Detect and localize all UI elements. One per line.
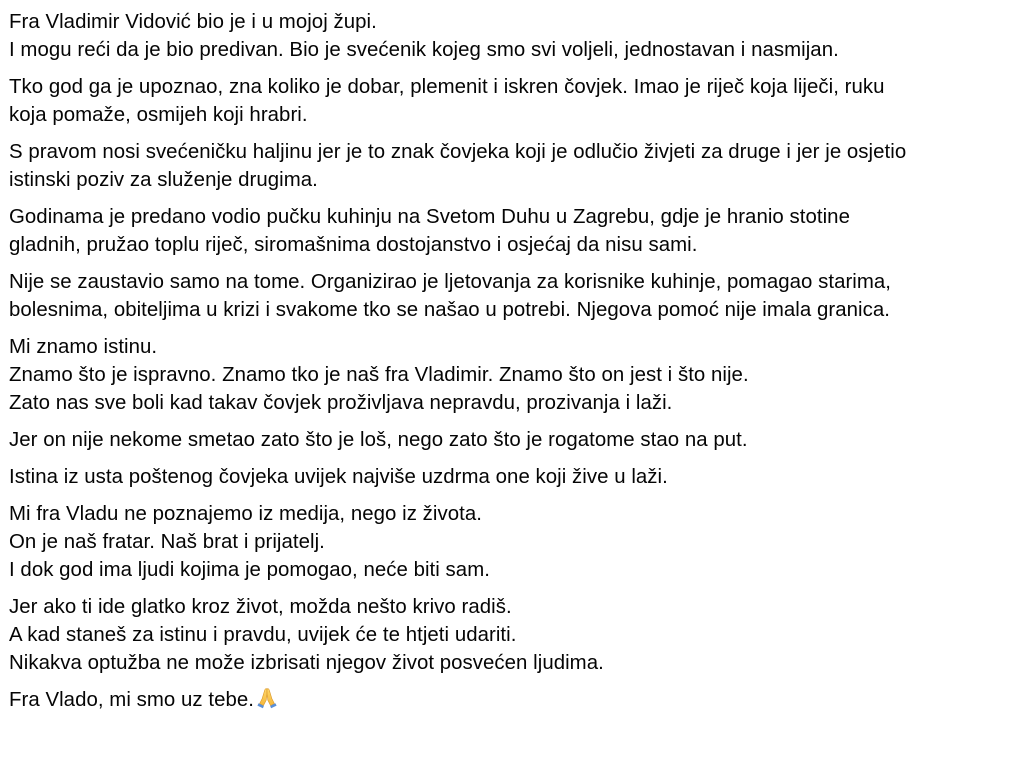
- text-line: Nije se zaustavio samo na tome. Organizirao je ljetovanja za korisnike kuhinje, pomagao starima,: [9, 271, 892, 293]
- text-line: Znamo što je ispravno. Znamo tko je naš fra Vladimir. Znamo što on jest i što nije.: [9, 364, 749, 386]
- paragraph: [9, 686, 1014, 714]
- text-line: Fra Vladimir Vidović bio je i u mojoj župi.: [9, 11, 377, 33]
- paragraph: [9, 203, 1014, 259]
- text-line: bolesnima, obiteljima u krizi i svakome tko se našao u potrebi. Njegova pomoć nije imala granica.: [9, 299, 890, 321]
- paragraph: [9, 333, 1014, 417]
- paragraph: [9, 138, 1014, 194]
- paragraph: [9, 463, 1014, 491]
- folded-hands-emoji-icon: [255, 686, 279, 710]
- text-line: Zato nas sve boli kad takav čovjek proživljava nepravdu, prozivanja i laži.: [9, 392, 673, 414]
- text-line: A kad staneš za istinu i pravdu, uvijek će te htjeti udariti.: [9, 624, 517, 646]
- text-line: I mogu reći da je bio predivan. Bio je svećenik kojeg smo svi voljeli, jednostavan i nasmijan.: [9, 39, 839, 61]
- text-line: I dok god ima ljudi kojima je pomogao, neće biti sam.: [9, 559, 490, 581]
- paragraph: [9, 500, 1014, 584]
- text-line: koja pomaže, osmijeh koji hrabri.: [9, 104, 308, 126]
- text-line: istinski poziv za služenje drugima.: [9, 169, 318, 191]
- text-line: Tko god ga je upoznao, zna koliko je dobar, plemenit i iskren čovjek. Imao je riječ koja liječi, ruku: [9, 76, 885, 98]
- text-line: Fra Vlado, mi smo uz tebe.: [9, 689, 254, 711]
- text-line: Nikakva optužba ne može izbrisati njegov život posvećen ljudima.: [9, 652, 604, 674]
- text-line: S pravom nosi svećeničku haljinu jer je to znak čovjeka koji je odlučio živjeti za druge i jer je osjetio: [9, 141, 907, 163]
- text-line: Jer ako ti ide glatko kroz život, možda nešto krivo radiš.: [9, 596, 512, 618]
- text-line-with-emoji: [9, 686, 1014, 714]
- text-line: Istina iz usta poštenog čovjeka uvijek najviše uzdrma one koji žive u laži.: [9, 466, 668, 488]
- paragraph: [9, 426, 1014, 454]
- text-line: On je naš fratar. Naš brat i prijatelj.: [9, 531, 325, 553]
- text-line: Godinama je predano vodio pučku kuhinju na Svetom Duhu u Zagrebu, gdje je hranio stotine: [9, 206, 850, 228]
- paragraph: [9, 73, 1014, 129]
- paragraph: [9, 593, 1014, 677]
- text-line: gladnih, pružao toplu riječ, siromašnima dostojanstvo i osjećaj da nisu sami.: [9, 234, 698, 256]
- paragraph: [9, 8, 1014, 64]
- text-line: Mi fra Vladu ne poznajemo iz medija, nego iz života.: [9, 503, 482, 525]
- paragraph: [9, 268, 1014, 324]
- text-line: Jer on nije nekome smetao zato što je loš, nego zato što je rogatome stao na put.: [9, 429, 748, 451]
- text-line: Mi znamo istinu.: [9, 336, 158, 358]
